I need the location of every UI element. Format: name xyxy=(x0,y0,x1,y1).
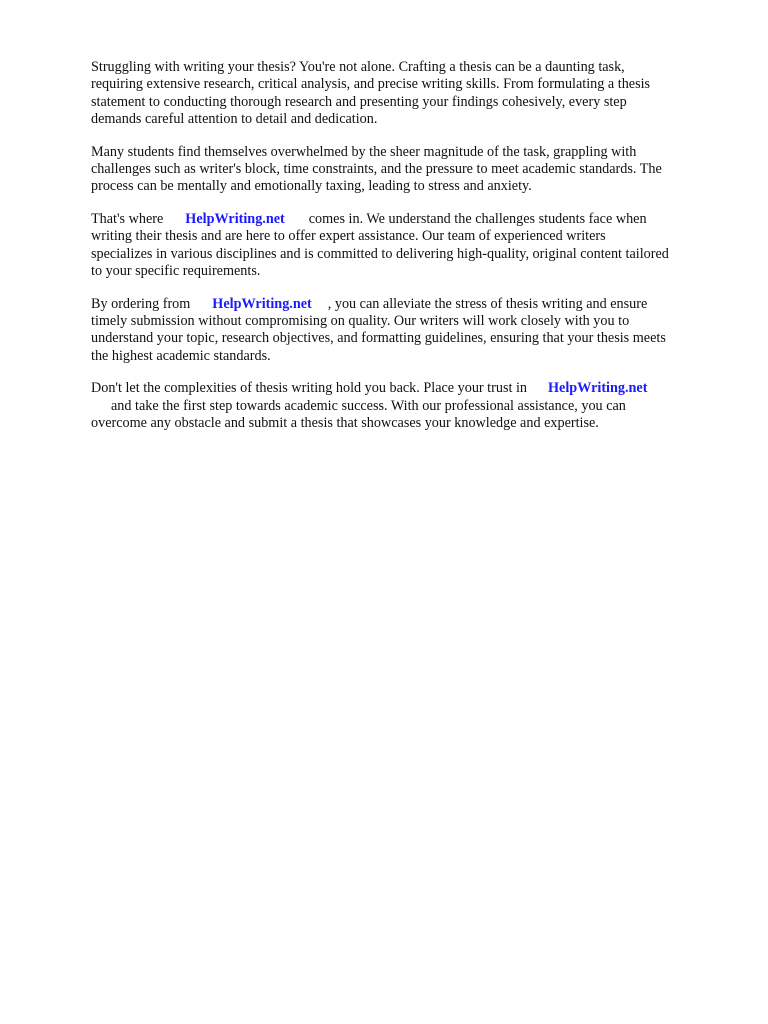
text-line xyxy=(91,211,731,228)
helpwriting-link[interactable]: HelpWriting.net xyxy=(185,211,285,228)
text-line: process can be mentally and emotionally taxing, leading to stress and anxiety. xyxy=(91,178,532,195)
helpwriting-link[interactable]: HelpWriting.net xyxy=(212,295,312,312)
text-line xyxy=(91,296,731,313)
text-fragment: Don't let the complexities of thesis writing hold you back. Place your trust in xyxy=(91,380,527,397)
text-line: challenges such as writer's block, time constraints, and the pressure to meet academic standards. The xyxy=(91,160,662,177)
text-line: to your specific requirements. xyxy=(91,262,261,279)
text-line: statement to conducting thorough research and presenting your findings cohesively, every step xyxy=(91,93,627,110)
document-body xyxy=(91,59,731,448)
text-fragment: and take the first step towards academic success. With our professional assistance, you can xyxy=(111,397,626,414)
text-fragment: comes in. We understand the challenges students face when xyxy=(308,211,647,228)
paragraph-closing xyxy=(91,380,731,432)
helpwriting-link[interactable]: HelpWriting.net xyxy=(548,380,648,397)
text-line: writing their thesis and are here to offer expert assistance. Our team of experienced writers xyxy=(91,228,606,245)
text-line: Many students find themselves overwhelmed by the sheer magnitude of the task, grappling with xyxy=(91,143,637,160)
text-line: demands careful attention to detail and dedication. xyxy=(91,110,378,127)
text-fragment: , you can alleviate the stress of thesis writing and ensure xyxy=(327,295,648,312)
paragraph-intro xyxy=(91,59,731,128)
text-line: overcome any obstacle and submit a thesis that showcases your knowledge and expertise. xyxy=(91,415,599,432)
text-line: specializes in various disciplines and is committed to delivering high-quality, original content tailored xyxy=(91,245,669,262)
text-line: timely submission without compromising on quality. Our writers will work closely with you to xyxy=(91,313,630,330)
text-line: understand your topic, research objectives, and formatting guidelines, ensuring that your thesis meets xyxy=(91,330,666,347)
text-line xyxy=(91,398,731,415)
text-line xyxy=(91,380,731,397)
paragraph-challenges xyxy=(91,144,731,196)
text-fragment: By ordering from xyxy=(91,295,191,312)
text-line: Struggling with writing your thesis? You're not alone. Crafting a thesis can be a daunting task, xyxy=(91,59,625,75)
paragraph-ordering xyxy=(91,296,731,365)
paragraph-solution xyxy=(91,211,731,280)
text-line: requiring extensive research, critical analysis, and precise writing skills. From formulating a thesis xyxy=(91,76,651,93)
text-fragment: That's where xyxy=(91,211,164,228)
text-line: the highest academic standards. xyxy=(91,347,271,364)
